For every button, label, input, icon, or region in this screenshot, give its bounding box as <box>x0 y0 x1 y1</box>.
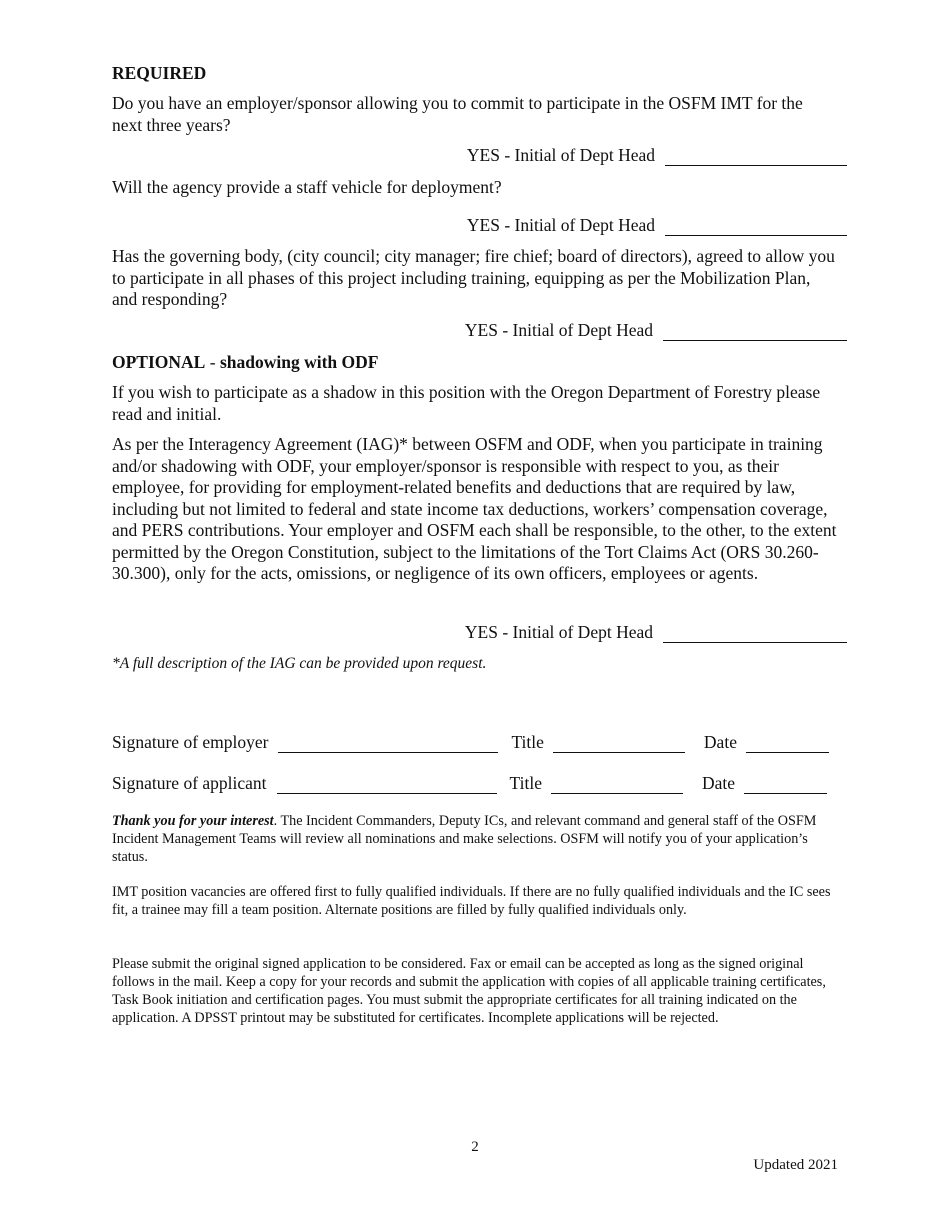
question-staff-vehicle: Will the agency provide a staff vehicle for deployment? <box>112 177 502 197</box>
applicant-title-field[interactable] <box>551 775 683 794</box>
optional-heading <box>112 351 378 373</box>
initial-field-q1[interactable] <box>665 147 847 166</box>
employer-title-label: Title <box>511 732 544 752</box>
optional-heading-rest: shadowing with ODF <box>219 352 379 372</box>
initial-row-q3 <box>112 319 847 341</box>
applicant-date-label: Date <box>701 773 736 793</box>
initial-label: YES - Initial of Dept Head <box>466 215 655 235</box>
optional-heading-sep: - <box>205 352 220 372</box>
page-number: 2 <box>471 1139 479 1155</box>
vacancies-paragraph: IMT position vacancies are offered first to fully qualified individuals. If there are no fully qualified individuals and the IC sees fit, a trainee may fill a team position. Alternate positions are filled by fully qualified individuals only. <box>112 884 831 918</box>
submit-paragraph: Please submit the original signed application to be considered. Fax or email can be accepted as long as the signed original follows in the mail. Keep a copy for your records and submit the application with copies of all applicable training certificates, Task Book initiation and certification pages. You must submit the appropriate certificates for all training indicated on the application. A DPSST printout may be substituted for certificates. Incomplete applications will be rejected. <box>112 956 826 1026</box>
applicant-date-field[interactable] <box>744 775 827 794</box>
initial-label: YES - Initial of Dept Head <box>466 145 655 165</box>
thank-you-rest: . The Incident Commanders, Deputy ICs, and relevant command and general staff of the OSFM Incident Management Teams will review all nominations and make selections. OSFM will notify you of your application’s status. <box>112 813 817 865</box>
thank-you-paragraph <box>112 812 840 866</box>
iag-footnote: *A full description of the IAG can be provided upon request. <box>112 655 487 672</box>
question-governing-body: Has the governing body, (city council; city manager; fire chief; board of directors), agreed to allow you to participate in all phases of this project including training, equipping as per the Mobilization Plan, and responding? <box>112 246 835 309</box>
initial-row-q2 <box>112 214 847 236</box>
iag-paragraph: As per the Interagency Agreement (IAG)* between OSFM and ODF, when you participate in training and/or shadowing with ODF, your employer/sponsor is responsible with respect to you, as their employee, for providing for employment-related benefits and deductions that are required by law, including but not limited to federal and state income tax deductions, workers’ compensation coverage, and PERS contributions. Your employer and OSFM each shall be responsible, to the other, to the extent permitted by the Oregon Constitution, subject to the limitations of the Tort Claims Act (ORS 30.260-30.300), only for the acts, omissions, or negligence of its own officers, employees or agents. <box>112 434 837 583</box>
employer-signature-label: Signature of employer <box>112 732 269 752</box>
optional-intro: If you wish to participate as a shadow in this position with the Oregon Department of Forestry please read and initial. <box>112 382 821 424</box>
optional-heading-bold: OPTIONAL <box>112 352 206 372</box>
employer-title-field[interactable] <box>553 734 685 753</box>
thank-you-bold: Thank you for your interest <box>112 813 274 829</box>
applicant-title-label: Title <box>509 773 542 793</box>
employer-signature-field[interactable] <box>278 734 498 753</box>
required-heading: REQUIRED <box>112 63 207 83</box>
initial-label: YES - Initial of Dept Head <box>464 320 653 340</box>
signature-row-applicant <box>112 772 847 794</box>
question-employer-commitment: Do you have an employer/sponsor allowing you to commit to participate in the OSFM IMT for the next three years? <box>112 93 803 135</box>
initial-field-optional[interactable] <box>663 624 847 643</box>
updated-label: Updated 2021 <box>753 1157 838 1173</box>
employer-date-field[interactable] <box>746 734 829 753</box>
initial-label: YES - Initial of Dept Head <box>464 622 653 642</box>
employer-date-label: Date <box>703 732 737 752</box>
initial-row-optional <box>112 621 847 643</box>
applicant-signature-field[interactable] <box>277 775 497 794</box>
initial-row-q1 <box>112 144 847 166</box>
signature-row-employer <box>112 731 847 753</box>
initial-field-q2[interactable] <box>665 217 847 236</box>
applicant-signature-label: Signature of applicant <box>112 773 267 793</box>
initial-field-q3[interactable] <box>663 322 847 341</box>
